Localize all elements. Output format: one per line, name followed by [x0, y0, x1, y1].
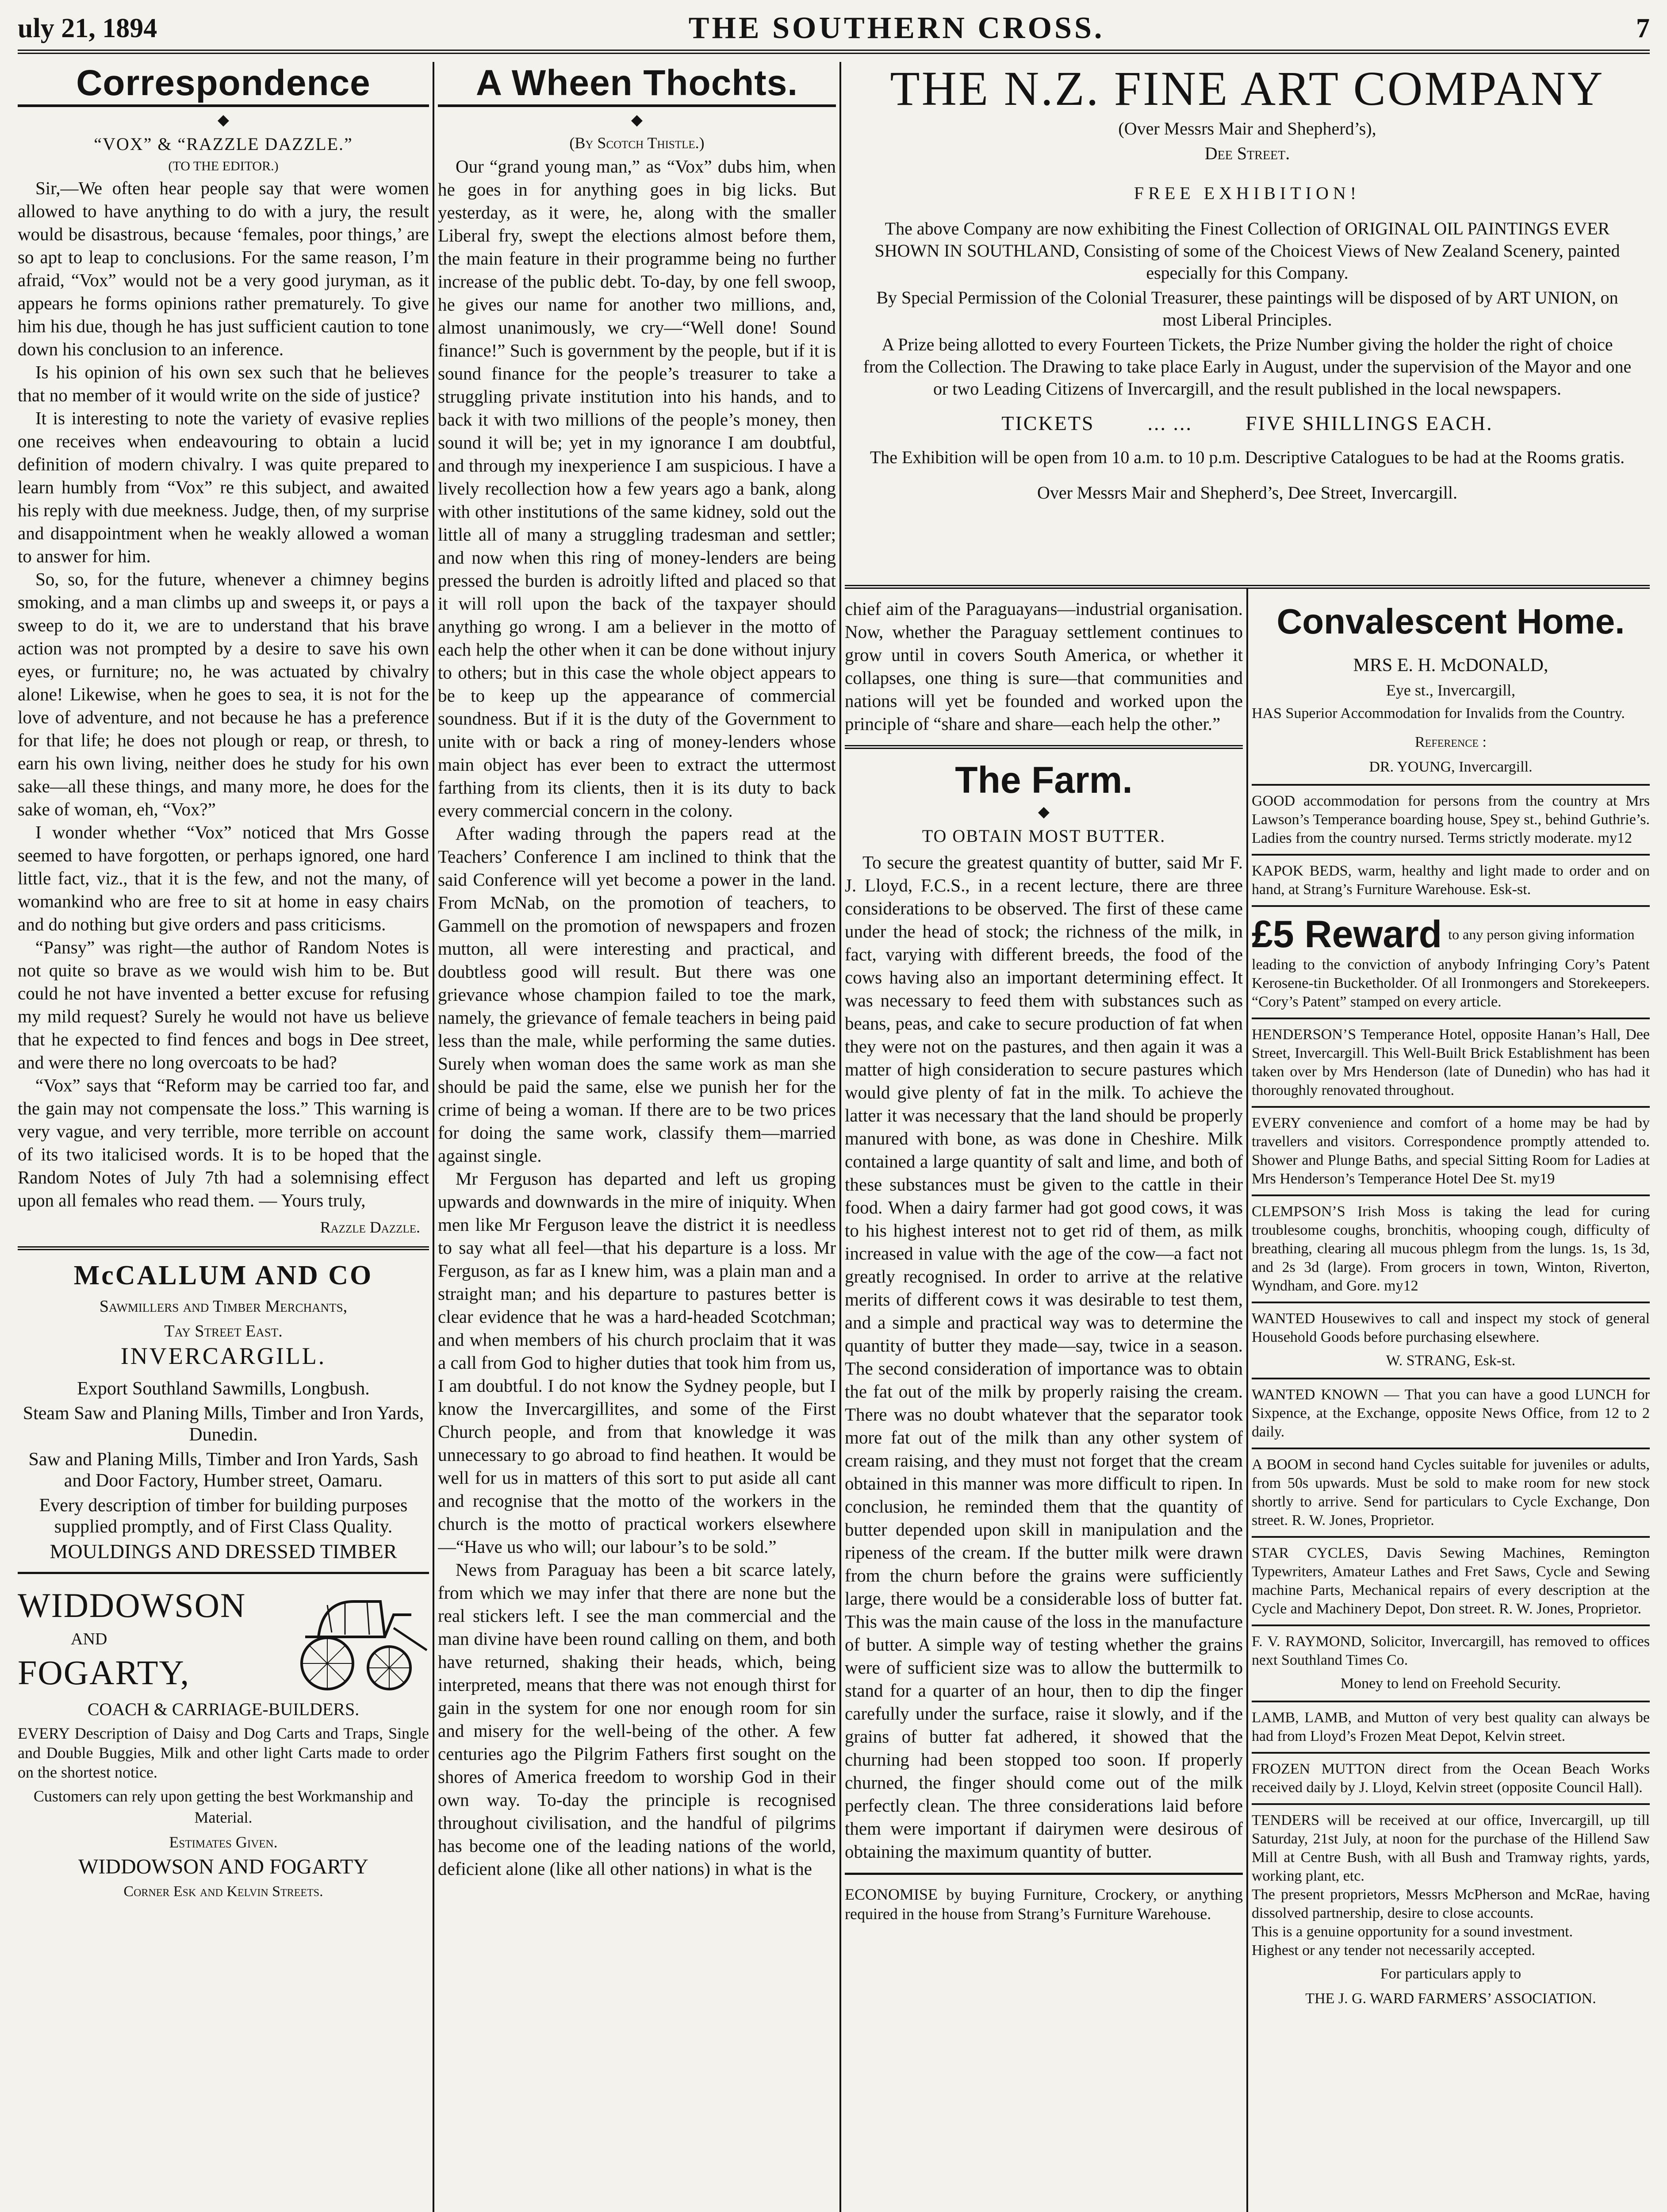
- section-rule: [18, 1572, 429, 1574]
- paragraph: “Pansy” was right—the author of Random Notes is not quite so brave as we would wish him to be. But could he not have invented a better excuse for refusing my mild request? Surely he would not have us believe that he expected to find fences and bogs in Dee street, and were there no long overcoats to be had?: [18, 937, 429, 1072]
- fine-art-tickets: [845, 411, 1650, 435]
- tenders-advert: Highest or any tender not necessarily accepted.: [1252, 1942, 1536, 1959]
- paragraph: So, so, for the future, whenever a chimney begins smoking, and a man climbs up and sweeps it, or pays a sweep to do it, we are to understand that his brave action was not prompted by a desire to save his own eyes, or furniture; no, he was actuated by chivalry alone! Likewise, when he goes to sea, it is not for the love of adventure, and not because he has a preference for that life; he does not plough or reap, or thresh, to earn his own living, neither does he study for his own sake—all these things, and many more, he does for the sake of woman, eh, “Vox?”: [18, 569, 429, 819]
- to-editor: (TO THE EDITOR.): [168, 159, 279, 173]
- raymond-money: Money to lend on Freehold Security.: [1340, 1675, 1561, 1692]
- fine-art-text: The Exhibition will be open from 10 a.m. to 10 p.m. Descriptive Catalogues to be had at the Rooms gratis.: [870, 447, 1625, 467]
- kapok-advert: KAPOK BEDS, warm, healthy and light made to order and on hand, at Strang’s Furniture Warehouse. Esk-st.: [1252, 863, 1650, 898]
- ad-rule: [1252, 1106, 1650, 1108]
- ad-rule: [1252, 1302, 1650, 1303]
- fine-art-free: FREE EXHIBITION!: [1134, 183, 1361, 203]
- widdowson-estimates: Estimates Given.: [169, 1833, 278, 1851]
- column-divider: [839, 62, 841, 2212]
- masthead: [18, 8, 1650, 49]
- ad-rule: [1252, 1194, 1650, 1196]
- column-divider: [433, 62, 434, 2212]
- farm-subheading: TO OBTAIN MOST BUTTER.: [922, 826, 1166, 846]
- widdowson-rely: Customers can rely upon getting the best Workmanship and Material.: [33, 1787, 414, 1826]
- ad-rule: [1252, 854, 1650, 856]
- paragraph: It is interesting to note the variety of evasive replies one receives when endeavouring to obtain a lucid definition of modern chivalry. I was quite prepared to learn humbly from “Vox” re this subject, and awaited his reply with due meekness. Judge, then, of my surprise and disappointment when he weakly allowed a woman to answer for him.: [18, 408, 429, 566]
- convalescent-title: Convalescent Home.: [1276, 602, 1625, 641]
- mccallum-advert: [18, 1260, 429, 1562]
- mccallum-line: Sawmillers and Timber Merchants,: [99, 1297, 348, 1316]
- ad-rule: [1252, 1536, 1650, 1538]
- column-correspondence: [18, 62, 429, 2212]
- ad-rule: [1252, 1018, 1650, 1019]
- widdowson-advert: [18, 1584, 429, 1902]
- wanted-advert: WANTED Housewives to call and inspect my stock of general Household Goods before purchasing elsewhere.: [1252, 1310, 1650, 1345]
- fine-art-sub: Dee Street.: [1204, 143, 1290, 163]
- widdowson-address: Corner Esk and Kelvin Streets.: [123, 1883, 323, 1900]
- fine-art-text: A Prize being allotted to every Fourteen Tickets, the Prize Number giving the holder the right of choice from the Collection. The Drawing to take place Early in August, under the supervision of the Mayor and one or two Leading Citizens of Invercargill, and the result published in the local newspapers.: [863, 334, 1632, 399]
- masthead-date: uly 21, 1894: [18, 13, 157, 43]
- fine-art-advert: [845, 62, 1650, 584]
- ad-rule: [1252, 784, 1650, 786]
- mccallum-name: McCALLUM AND CO: [73, 1260, 373, 1290]
- convalescent-reference: DR. YOUNG, Invercargill.: [1369, 759, 1533, 775]
- boom-advert: A BOOM in second hand Cycles suitable for juveniles or adults, from 50s upwards. Must be sold to make room for new stock shortly to arrive. Send for particulars to Cycle Exchange, Don street. R. W. Jones, Proprietor.: [1252, 1456, 1650, 1528]
- ad-rule: [1252, 1701, 1650, 1702]
- tickets-dots: ... ...: [1147, 412, 1192, 434]
- tenders-advert: TENDERS will be received at our office, Invercargill, up till Saturday, 21st July, at noon for the purchase of the Hillend Saw Mill at Centre Bush, with all Bush and Tramway rights, yards, working plant, etc.: [1252, 1812, 1650, 1884]
- reward-side: to any person giving information: [1448, 926, 1635, 942]
- ornament: ◆: [631, 112, 643, 128]
- paragraph: Mr Ferguson has departed and left us groping upwards and downwards in the mire of iniquity. When men like Mr Ferguson leave the district it is needless to say what all feel—that his departure is a loss. Mr Ferguson, as far as I knew him, was a plain man and a straight man; and his departure to pastures better is clear evidence that he was a hard-headed Scotchman; and when members of his church proclaim that it was a call from God to higher duties that took him from us, I am doubtful. I do not know the Sydney people, but I know the Invercargillites, and some of the First Church people, and from that knowledge it was unnecessary to go abroad to find heathen. It would be well for us in matters of this sort to put aside all cant and recognise that the motto of the workers in the church is the motto of practical workers elsewhere—“Have us who will; our labour’s to be sold.”: [438, 1168, 836, 1557]
- convalescent-name: MRS E. H. McDONALD,: [1353, 655, 1548, 676]
- tenders-association: THE J. G. WARD FARMERS’ ASSOCIATION.: [1305, 1990, 1596, 2007]
- clempson-advert: CLEMPSON’S Irish Moss is taking the lead for curing troublesome coughs, bronchitis, whooping cough, difficulty of breathing, clearing all mucous phlegm from the lungs. 1s, 1s 3d, and 2s 3d (large). From grocers in town, Winton, Riverton, Wyndham, and Gore. my12: [1252, 1203, 1650, 1294]
- frozen-mutton-advert: FROZEN MUTTON direct from the Ocean Beach Works received daily by J. Lloyd, Kelvin street (opposite Council Hall).: [1252, 1761, 1650, 1796]
- correspondence-subheading: “VOX” & “RAZZLE DAZZLE.”: [94, 134, 353, 154]
- reward-heading: £5 Reward: [1252, 913, 1442, 956]
- fogarty-name: FOGARTY,: [18, 1653, 190, 1692]
- farm-heading: The Farm.: [955, 759, 1133, 801]
- paragraph: News from Paraguay has been a bit scarce lately, from which we may infer that there are none but the real stickers left. I see the man commercial and the man divine have been round calling on them, and both have returned, shaking their heads, which, being interpreted, means that there was not enough thirst for gain in the system for one nor enough room for sin and misery for the well-being of the other. A few centuries ago the Pilgrim Fathers first sought on the shores of America freedom to worship God in their own way. To-day the principle is recognised throughout civilisation, and the handful of pilgrims has become one of the leading nations of the world, deficient alone (like all other nations) in what is the: [438, 1559, 836, 1879]
- widdowson-and: AND: [71, 1630, 107, 1648]
- ad-rule: [1252, 1803, 1650, 1805]
- masthead-title: THE SOUTHERN CROSS.: [688, 11, 1105, 45]
- lamb-advert: LAMB, LAMB, and Mutton of very best quality can always be had from Lloyd’s Frozen Meat Depot, Kelvin street.: [1252, 1709, 1650, 1744]
- paragraph: chief aim of the Paraguayans—industrial organisation. Now, whether the Paraguay settlement continues to grow until in covers South America, or whether it collapses, one thing is sure—that communities and nations will yet be founded and worked upon the principle of “share and share—each help the other.”: [845, 599, 1243, 734]
- fine-art-text: Over Messrs Mair and Shepherd’s, Dee Street, Invercargill.: [1037, 483, 1458, 503]
- column-farm: [845, 597, 1243, 2212]
- tenders-apply: For particulars apply to: [1380, 1966, 1521, 1982]
- paragraph: Our “grand young man,” as “Vox” dubs him, when he goes in for anything goes in big licks. But yesterday, as it were, he, along with the smaller Liberal fry, swept the elections almost before them, the main feature in their programme being no further increase of the public debt. To-day, by one fell swoop, he gives our name for another two millions, and, almost unanimously, we cry—“Well done! Sound finance!” Such is government by the people, but if it is sound finance for the people’s treasurer to take a struggling private institution into his hands, and to back it with two millions of the people’s money, then sound it will be; yet in my ignorance I am doubtful, and through my inexperience I am suspicious. I have a lively recollection how a few years ago a bank, along with other institutions of the same kidney, sold out the little all of many a struggling tradesman and settler; and now when this ring of money-lenders are being pressed the burden is adroitly lifted and placed so that it will roll upon the back of the taxpayer should anything go wrong. I am a believer in the motto of each help the other when it can be done without injury to others; but in this case the whole object appears to be to keep up the appearance of commercial soundness. But if it is the duty of the Government to unite with or back a ring of money-lenders whose main object has ever been to extract the uttermost farthing from its clients, then it is its duty to back every commercial concern in the colony.: [438, 156, 836, 821]
- paragraph: Sir,—We often hear people say that were women allowed to have anything to do with a jury, the result would be disastrous, because ‘females, poor things,’ are so apt to leap to conclusions. For the same reason, I’m afraid, “Vox” would not be a very good juryman, as it appears he forms opinions rather prematurely. To give him his due, though he has just sufficient caution to tone down his conclusion to an inference.: [18, 178, 429, 359]
- section-rule: [845, 745, 1243, 749]
- mccallum-line: Every description of timber for building purposes supplied promptly, and of First Class Quality.: [39, 1495, 408, 1537]
- column-divider: [1246, 588, 1248, 2212]
- wheen-heading: A Wheen Thochts.: [438, 62, 836, 107]
- tickets-price: FIVE SHILLINGS EACH.: [1245, 412, 1493, 434]
- paragraph: I wonder whether “Vox” noticed that Mrs Gosse seemed to have forgotten, or perhaps ignored, one hard little fact, viz., that it is the few, and not the many, of womankind who are free to sit at home in easy chairs and do nothing but give orders and pass criticisms.: [18, 822, 429, 934]
- star-cycles-advert: STAR CYCLES, Davis Sewing Machines, Remington Typewriters, Amateur Lathes and Fret Saws, Cycle and Sewing machine Parts, Mechanical repairs of every description at the Cycle and Machinery Depot, Don street. R. W. Jones, Proprietor.: [1252, 1545, 1650, 1617]
- section-rule: [18, 1246, 429, 1250]
- paragraph: Is his opinion of his own sex such that he believes that no member of it would write on the side of justice?: [18, 362, 429, 405]
- fine-art-text: The above Company are now exhibiting the Finest Collection of ORIGINAL OIL PAINTINGS EVER SHOWN IN SOUTHLAND, Consisting of some of the Choicest Views of New Zealand Scenery, painted especially for this Company.: [874, 219, 1620, 283]
- convalescent-body: HAS Superior Accommodation for Invalids from the Country.: [1252, 705, 1625, 722]
- mccallum-line: Tay Street East.: [164, 1322, 283, 1340]
- paragraph: After wading through the papers read at the Teachers’ Conference I am inclined to think that the said Conference will yet become a power in the land. From McNab, on the promotion of teachers, to Gammell on the promotion of newspapers and frozen mutton, all were interesting and practical, and doubtless good will result. But there was one grievance whose champion failed to toe the mark, namely, the grievance of female teachers in being paid less than the male, while performing the same duties. Surely when woman does the same work as man she should be paid the same, else we punish her for the crime of being a woman. If there are to be two prices for doing the same work, classify them—married against single.: [438, 823, 836, 1166]
- tickets-label: TICKETS: [1001, 412, 1095, 434]
- widdowson-body: EVERY Description of Daisy and Dog Carts and Traps, Single and Double Buggies, Milk and other light Carts made to order on the shortest notice.: [18, 1724, 429, 1781]
- economise-advert: ECONOMISE by buying Furniture, Crockery, or anything required in the house from Strang’s Furniture Warehouse.: [845, 1886, 1243, 1923]
- fine-art-sub: (Over Messrs Mair and Shepherd’s),: [1118, 119, 1376, 138]
- reward-body: leading to the conviction of anybody Infringing Cory’s Patent Kerosene-tin Bucketholder. Of all Ironmongers and Storekeepers. “Cory’s Patent” stamped on every article.: [1252, 956, 1650, 1010]
- tenders-advert: The present proprietors, Messrs McPherson and McRae, having dissolved partnership, desire to close accounts.: [1252, 1886, 1650, 1921]
- lawson-advert: GOOD accommodation for persons from the country at Mrs Lawson’s Temperance boarding house, Spey st., behind Guthrie’s. Ladies from the country nursed. Terms strictly moderate. my12: [1252, 793, 1650, 846]
- raymond-advert: F. V. RAYMOND, Solicitor, Invercargill, has removed to offices next Southland Times Co.: [1252, 1633, 1650, 1668]
- wheen-byline: (By Scotch Thistle.): [569, 134, 705, 152]
- mccallum-line: Export Southland Sawmills, Longbush.: [77, 1379, 370, 1399]
- tenders-advert: This is a genuine opportunity for a sound investment.: [1252, 1924, 1573, 1940]
- wanted-known-advert: WANTED KNOWN — That you can have a good LUNCH for Sixpence, at the Exchange, opposite News Office, from 12 to 2 daily.: [1252, 1386, 1650, 1440]
- paragraph: To secure the greatest quantity of butter, said Mr F. J. Lloyd, F.C.S., in a recent lecture, there are three considerations to be observed. The first of these came under the head of stock; the richness of the milk, in fact, varying with different breeds, the food of the cows having also an important determining effect. It was necessary to feed them with substances such as beans, peas, and cake to secure production of fat when they were not on the pastures, and then again it was a matter of high consideration to secure pastures which would give plenty of fat in the milk. To achieve the latter it was necessary that the land should be properly manured with bone, as was done in Cheshire. Milk contained a large quantity of salt and lime, and both of these substances must be given to the cattle in their food. When a dairy farmer had got good cows, it was to his highest interest not to get rid of them, as milk increased in value with the age of the cow—a fact not greatly recognised. In order to arrive at the relative merits of different cows it was desirable to test them, and a simple and practical way was to determine the quantity of butter they made—say, twice in a season. The second consideration of importance was to obtain the fat out of the milk by properly raising the cream. There was no doubt whatever that the separator took more fat out of the milk than any other system of cream raising, and they must not forget that the cream obtained in this manner was more difficult to ripen. In conclusion, he reminded them that the quantity of butter depended upon skill in manipulation and the ripeness of the cream. If the butter milk were drawn from the churn before the grains were sufficiently large, there would be a considerable loss of butter fat. This was the main cause of the loss in the manufacture of butter. A simple way of testing whether the grains were of sufficient size was to allow the buttermilk to stand for a quarter of an hour, then to dip the finger carefully under the surface, raise it slowly, and if the grains of butter fat adhered, it showed that the churning had been stopped too soon. If properly churned, the finger should come out of the milk perfectly clean. The three considerations laid before them were important if dairymen were desirous of obtaining the maximum quantity of butter.: [845, 852, 1243, 1862]
- fine-art-text: By Special Permission of the Colonial Treasurer, these paintings will be disposed of by ART UNION, on most Liberal Principles.: [876, 288, 1618, 330]
- section-rule: [845, 1873, 1243, 1875]
- fine-art-title: THE N.Z. FINE ART COMPANY: [890, 62, 1605, 115]
- carriage-icon: [279, 1584, 429, 1694]
- wanted-signature: W. STRANG, Esk-st.: [1386, 1352, 1516, 1369]
- correspondence-heading: Correspondence: [18, 62, 429, 107]
- henderson-advert: HENDERSON’S Temperance Hotel, opposite Hanan’s Hall, Dee Street, Invercargill. This Well-Built Brick Establishment has been taken over by Mrs Henderson (late of Dunedin) who has had it thoroughly renovated throughout.: [1252, 1026, 1650, 1098]
- every-advert: EVERY convenience and comfort of a home may be had by travellers and visitors. Correspondence promptly attended to. Shower and Plunge Baths, and special Sitting Room for Ladies at Mrs Henderson’s Temperance Hotel Dee St. my19: [1252, 1115, 1650, 1187]
- masthead-rule: [18, 50, 1650, 54]
- ad-rule: [1252, 1624, 1650, 1626]
- section-rule: [845, 585, 1650, 589]
- widdowson-footer: WIDDOWSON AND FOGARTY: [78, 1855, 368, 1878]
- reward-advert: [1252, 913, 1650, 956]
- ad-rule: [1252, 1378, 1650, 1379]
- ornament: ◆: [217, 112, 230, 128]
- mccallum-line: Steam Saw and Planing Mills, Timber and Iron Yards, Dunedin.: [23, 1403, 424, 1445]
- masthead-page-number: 7: [1636, 13, 1650, 43]
- widdowson-trade: COACH & CARRIAGE-BUILDERS.: [87, 1699, 360, 1719]
- signature: Razzle Dazzle.: [320, 1218, 420, 1236]
- mccallum-mouldings: MOULDINGS AND DRESSED TIMBER: [50, 1540, 397, 1563]
- mccallum-city: INVERCARGILL.: [120, 1343, 326, 1369]
- mccallum-line: Saw and Planing Mills, Timber and Iron Yards, Sash and Door Factory, Humber street, Oamaru.: [28, 1449, 418, 1491]
- ad-rule: [1252, 1448, 1650, 1449]
- column-wheen-thochts: [438, 62, 836, 2212]
- ornament: ◆: [1038, 804, 1050, 820]
- widdowson-name: WIDDOWSON: [18, 1586, 246, 1624]
- convalescent-address: Eye st., Invercargill,: [1386, 681, 1516, 699]
- convalescent-reference-label: Reference :: [1415, 734, 1487, 750]
- paragraph: “Vox” says that “Reform may be carried too far, and the gain may not compensate the loss.” This warning is very vague, and very terrible, more terrible on account of its two italicised words. It is to be hoped that the Random Notes of July 7th had a solemnising effect upon all females who read them. — Yours truly,: [18, 1075, 429, 1210]
- ad-rule: [1252, 905, 1650, 907]
- column-small-ads: [1252, 597, 1650, 2212]
- ad-rule: [1252, 1752, 1650, 1754]
